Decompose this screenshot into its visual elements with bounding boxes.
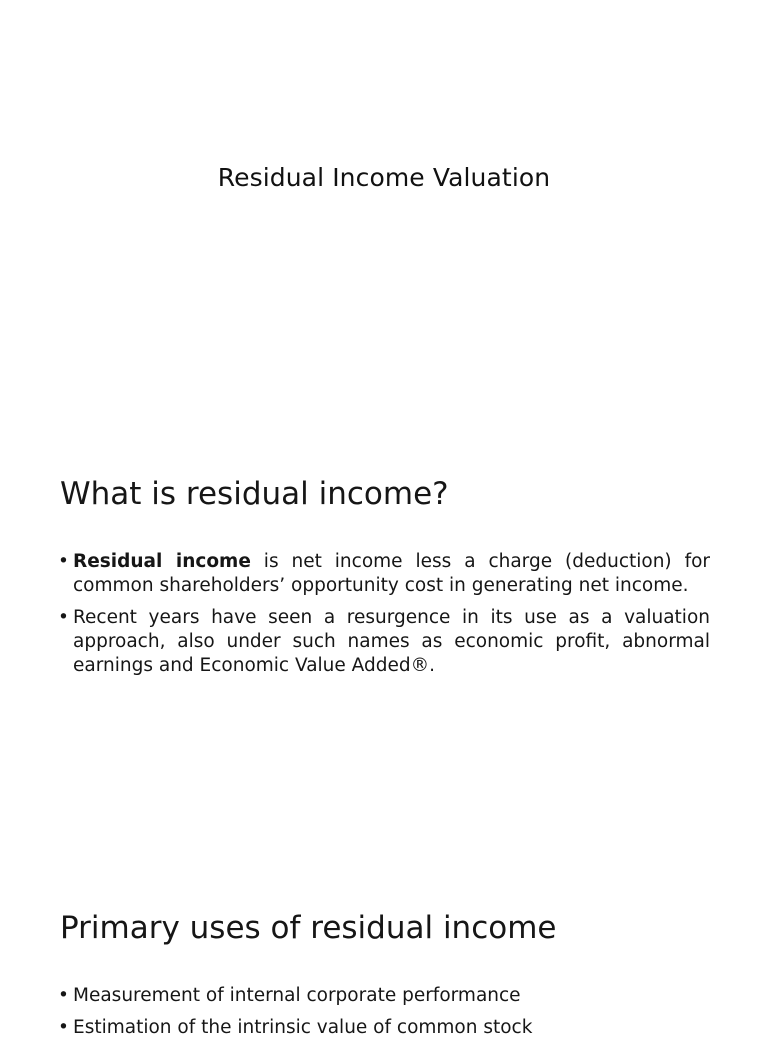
slide-heading: What is residual income? bbox=[60, 476, 449, 512]
bullet-icon: • bbox=[58, 607, 69, 628]
bullet-item-intrinsic-value bbox=[58, 1016, 710, 1040]
bullet-icon: • bbox=[58, 1017, 69, 1038]
bullet-icon: • bbox=[58, 551, 69, 572]
bullet-text: Measurement of internal corporate performance bbox=[73, 985, 521, 1006]
bullet-item-definition bbox=[58, 550, 710, 598]
slide-primary-uses bbox=[0, 880, 768, 1038]
bullet-list bbox=[58, 984, 710, 1048]
slide-what-is-residual-income bbox=[0, 440, 768, 880]
slide-heading: Primary uses of residual income bbox=[60, 910, 557, 946]
bold-term: Residual income bbox=[73, 551, 251, 572]
bullet-icon: • bbox=[58, 985, 69, 1006]
bullet-text: Recent years have seen a resurgence in its use as a valuation approach, also under such names as economic profit, abnormal earnings and Economic Value Added®. bbox=[73, 607, 710, 676]
bullet-text: Estimation of the intrinsic value of common stock bbox=[73, 1017, 533, 1038]
bullet-item-performance bbox=[58, 984, 710, 1008]
bullet-item-resurgence bbox=[58, 606, 710, 678]
bullet-list bbox=[58, 550, 710, 686]
bullet-text: is net income less a charge (deduction) for common shareholders’ opportunity cost in generating net income. bbox=[73, 551, 711, 596]
presentation-title: Residual Income Valuation bbox=[217, 163, 551, 192]
title-slide bbox=[0, 0, 768, 440]
